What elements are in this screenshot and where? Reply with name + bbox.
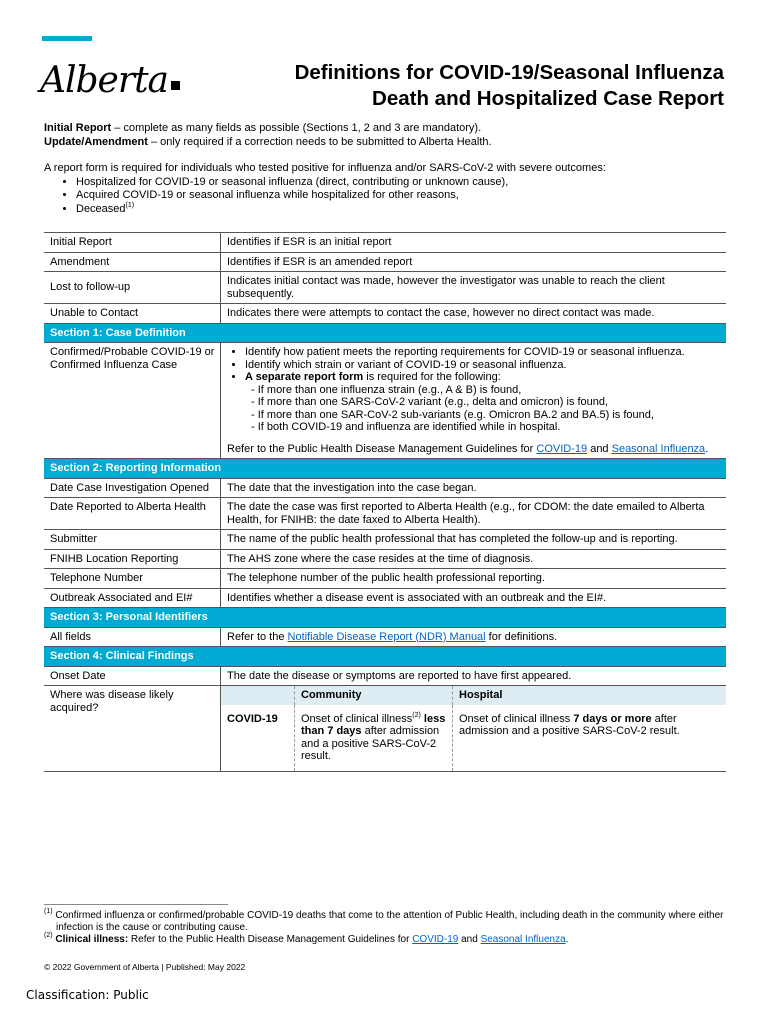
table-row: All fields Refer to the Notifiable Disease Report (NDR) Manual for definitions.: [44, 627, 726, 647]
table-row: Lost to follow-up Indicates initial contact was made, however the investigator was unable to reach the client subsequently.: [44, 272, 726, 304]
intro-block: Initial Report – complete as many fields as possible (Sections 1, 2 and 3 are mandatory). Update/Amendment – only required if a correction needs to be submitted to Alberta Health. A report form is required for individuals who tested positive for influenza and/or SARS-CoV-2 with severe outcomes: • Hospitalized for COVID-19 or seasonal influenza (direct, contributing or unknown cause), • Acquired COVID-19 or seasonal influenza while hospitalized for other reasons, • Deceased$^{(1)}$: [44, 122, 724, 216]
alberta-logo: Alberta: [40, 60, 180, 101]
section-header: Section 3: Personal Identifiers: [44, 608, 726, 628]
table-row: Amendment Identifies if ESR is an amended report: [44, 252, 726, 272]
table-row: Submitter The name of the public health professional that has completed the follow-up and is reporting.: [44, 530, 726, 550]
covid-guidelines-link[interactable]: COVID-19: [536, 442, 588, 455]
section-header: Section 4: Clinical Findings: [44, 647, 726, 667]
definitions-table: [44, 232, 726, 772]
classification-label: Classification: Public: [26, 988, 149, 1002]
footnote-covid-link[interactable]: COVID-19: [412, 934, 459, 945]
page-title: Definitions for COVID-19/Seasonal Influenza Death and Hospitalized Case Report: [294, 61, 724, 110]
list-item: • Acquired COVID-19 or seasonal influenza while hospitalized for other reasons,: [76, 189, 724, 203]
table-row: Initial Report Identifies if ESR is an initial report: [44, 233, 726, 253]
table-row: Date Case Investigation Opened The date that the investigation into the case began.: [44, 478, 726, 498]
footnote-influenza-link[interactable]: Seasonal Influenza: [480, 934, 566, 945]
list-item: • Deceased$^{(1)}$: [76, 203, 724, 217]
footnote-divider: [44, 904, 228, 905]
list-item: • Hospitalized for COVID-19 or seasonal influenza (direct, contributing or unknown cause),: [76, 176, 724, 190]
table-row: Confirmed/Probable COVID-19 or Confirmed Influenza Case • Identify how patient meets the reporting requirements for COVID-19 or seasonal influenza. • Identify which strain or variant of COVID-19 or seasonal influenza. • A separate report form is required for the following: - If more than one influenza strain (e.g., A & B) is found, - If more than one SARS-CoV-2 variant (e.g., delta and omicron) is found, - If more than one SAR-CoV-2 sub-variants (e.g. Omicron BA.2 and BA.5) is found, - If both COVID-19 and influenza are identified while in hospital. Refer to the Public Health Disease Management Guidelines for COVID-19 and Seasonal Influenza.: [44, 343, 726, 459]
section-header: Section 2: Reporting Information: [44, 459, 726, 479]
table-row: Onset Date The date the disease or symptoms are reported to have first appeared.: [44, 666, 726, 686]
section-header: Section 1: Case Definition: [44, 323, 726, 343]
accent-bar: [42, 36, 92, 41]
table-row: Outbreak Associated and EI# Identifies whether a disease event is associated with an outbreak and the EI#.: [44, 588, 726, 608]
table-row: Telephone Number The telephone number of the public health professional reporting.: [44, 569, 726, 589]
table-row: Where was disease likely acquired? Community Hospital COVID-19 Onset of clinical illness$^{(2)}$ less than 7 days after admission and a positive SARS-CoV-2 result. Onset of clinical illness 7 days or more after admission and a positive SARS-CoV-2 result.: [44, 686, 726, 772]
acquisition-table: Community Hospital COVID-19 Onset of clinical illness$^{(2)}$ less than 7 days after admission and a positive SARS-CoV-2 result. Onset of clinical illness 7 days or more after admission and a positive SARS-CoV-2 result.: [221, 686, 726, 771]
table-row: FNIHB Location Reporting The AHS zone where the case resides at the time of diagnosis.: [44, 549, 726, 569]
ndr-manual-link[interactable]: Notifiable Disease Report (NDR) Manual: [287, 630, 486, 643]
outcome-list: [44, 176, 724, 217]
table-row: Date Reported to Alberta Health The date the case was first reported to Alberta Health (e.g., for CDOM: the date emailed to Alberta Health, for FNIHB: the date faxed to Alberta Health).: [44, 498, 726, 530]
table-row: Unable to Contact Indicates there were attempts to contact the case, however no direct contact was made.: [44, 304, 726, 324]
footnotes: $^{(1)}$ Confirmed influenza or confirmed/probable COVID-19 deaths that come to the attention of Public Health, including death in the community where either infection is the cause or contributing cause. $^{(2)}$ Clinical illness: Refer to the Public Health Disease Management Guidelines for COVID-19 and Seasonal Influenza.: [44, 908, 724, 945]
copyright: © 2022 Government of Alberta | Published: May 2022: [44, 962, 246, 972]
influenza-guidelines-link[interactable]: Seasonal Influenza: [611, 442, 706, 455]
